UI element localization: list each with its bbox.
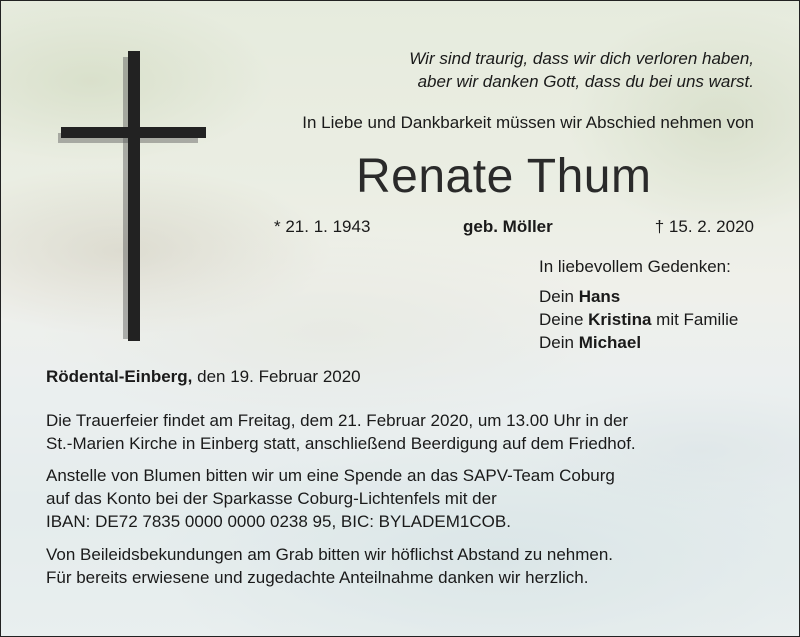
memory-heading: In liebevollem Gedenken: (539, 257, 731, 276)
mourner-name: Hans (578, 287, 621, 306)
deceased-name: Renate Thum (356, 150, 652, 203)
birth-date: * 21. 1. 1943 (274, 217, 371, 236)
donation-line-3: IBAN: DE72 7835 0000 0000 0238 95, BIC: BYLADEM1COB. (46, 512, 511, 531)
quote-line-2: aber wir danken Gott, dass du bei uns warst. (417, 72, 754, 91)
cross-icon (61, 51, 206, 341)
quote-line-1: Wir sind traurig, dass wir dich verloren haben, (409, 49, 754, 68)
death-date: † 15. 2. 2020 (654, 217, 754, 236)
funeral-line-1: Die Trauerfeier findet am Freitag, dem 21. Februar 2020, um 13.00 Uhr in der (46, 411, 629, 430)
donation-line-2: auf das Konto bei der Sparkasse Coburg-Lichtenfels mit der (46, 489, 497, 508)
maiden-name: geb. Möller (463, 217, 553, 236)
place-and-date (46, 367, 361, 387)
mourner-line: Dein Michael (539, 333, 642, 352)
date: den 19. Februar 2020 (192, 367, 361, 386)
funeral-line-2: St.-Marien Kirche in Einberg statt, anschließend Beerdigung auf dem Friedhof. (46, 434, 636, 453)
mourner-line: Deine Kristina mit Familie (539, 310, 739, 329)
mourner-name: Kristina (588, 310, 652, 329)
mourner-line: Dein Hans (539, 287, 621, 306)
closing-line-2: Für bereits erwiesene und zugedachte Anteilnahme danken wir herzlich. (46, 568, 589, 587)
intro-text: In Liebe und Dankbarkeit müssen wir Abschied nehmen von (302, 113, 754, 132)
town: Rödental-Einberg, (46, 367, 193, 386)
closing-line-1: Von Beileidsbekundungen am Grab bitten wir höflichst Abstand zu nehmen. (46, 545, 614, 564)
mourner-name: Michael (578, 333, 642, 352)
donation-line-1: Anstelle von Blumen bitten wir um eine Spende an das SAPV-Team Coburg (46, 466, 615, 485)
